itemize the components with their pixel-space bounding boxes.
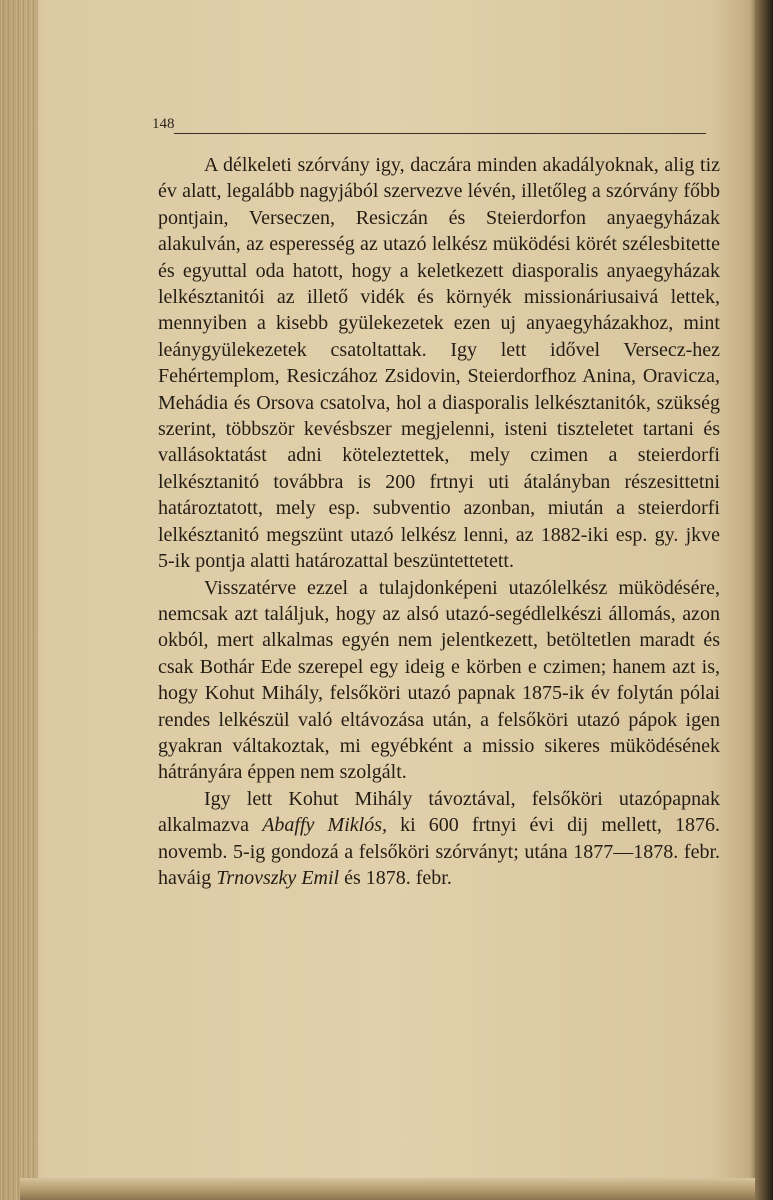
paragraph	[158, 575, 720, 786]
page-number: 148	[152, 116, 175, 132]
paragraph-text: ki 600 frtnyi évi dij mellett, 1876. novemb. 5-ig gondozá a felsőköri szórványt; utána 1877—1878. febr. haváig	[158, 814, 721, 889]
italic-name: Abaffy Miklós,	[262, 814, 387, 837]
header-rule	[174, 133, 706, 134]
body-text	[158, 152, 720, 891]
italic-name: Trnovszky Emil	[216, 866, 340, 889]
paragraph-text: A délkeleti szórvány igy, daczára minden akadályoknak, alig tiz év alatt, legalább nagyjából szervezve lévén, illetőleg a szórvány főbb pontjain, Verseczen, Resiczán és Steierdorfon anyaegyházak alakulván, az esperesség az utazó lelkész müködési körét szélesbitette és egyuttal oda hatott, hogy a keletkezett diasporalis anyaegyházak lelkésztanitói az illető vidék és környék missionáriusaivá lettek, mennyiben a kisebb gyülekezetek ezen uj anyaegyházakhoz, mint leánygyülekezetek csatoltattak. Igy lett idővel Versecz-hez Fehértemplom, Resiczához Zsidovin, Steierdorfhoz Anina, Oravicza, Mehádia és Orsova csatolva, hol a diasporalis lelkésztanitók, szükség szerint, többször kevésbszer megjelenni, isteni tiszteletet tartani és vallásoktatást adni köteleztettek, mely czimen a steierdorfi lelkésztanitó továbbra is 200 frtnyi uti átalányban részesittetni határoztatott, mely esp. subventio azonban, miután a steierdorfi lelkésztanitó megszünt utazó lelkész lenni, az 1882-iki esp. gy. jkve 5-ik pontja alatti határozattal beszüntettetett.	[158, 154, 720, 573]
paragraph	[158, 786, 720, 892]
page-bottom-edge	[20, 1178, 755, 1200]
paragraph	[158, 152, 720, 575]
binding-shadow	[755, 0, 773, 1200]
paragraph-text: Visszatérve ezzel a tulajdonképeni utazólelkész müködésére, nemcsak azt találjuk, hogy az alsó utazó-segédlelkészi állomás, azon okból, mert alkalmas egyén nem jelentkezett, betöltetlen maradt és csak Bothár Ede szerepel egy ideig e körben e czimen; hanem azt is, hogy Kohut Mihály, felsőköri utazó papnak 1875-ik év folytán pólai rendes lelkészül való eltávozása után, a felsőköri utazó pápok igen gyakran váltakoztak, mi egyébként a missio sikeres müködésének hátrányára éppen nem szolgált.	[158, 576, 720, 784]
stacked-page-edges	[0, 0, 38, 1200]
paragraph-text: Igy lett Kohut Mihály távoztával, felsőköri utazópapnak alkalmazva	[158, 787, 720, 837]
paragraph-text: és 1878. febr.	[339, 866, 452, 889]
